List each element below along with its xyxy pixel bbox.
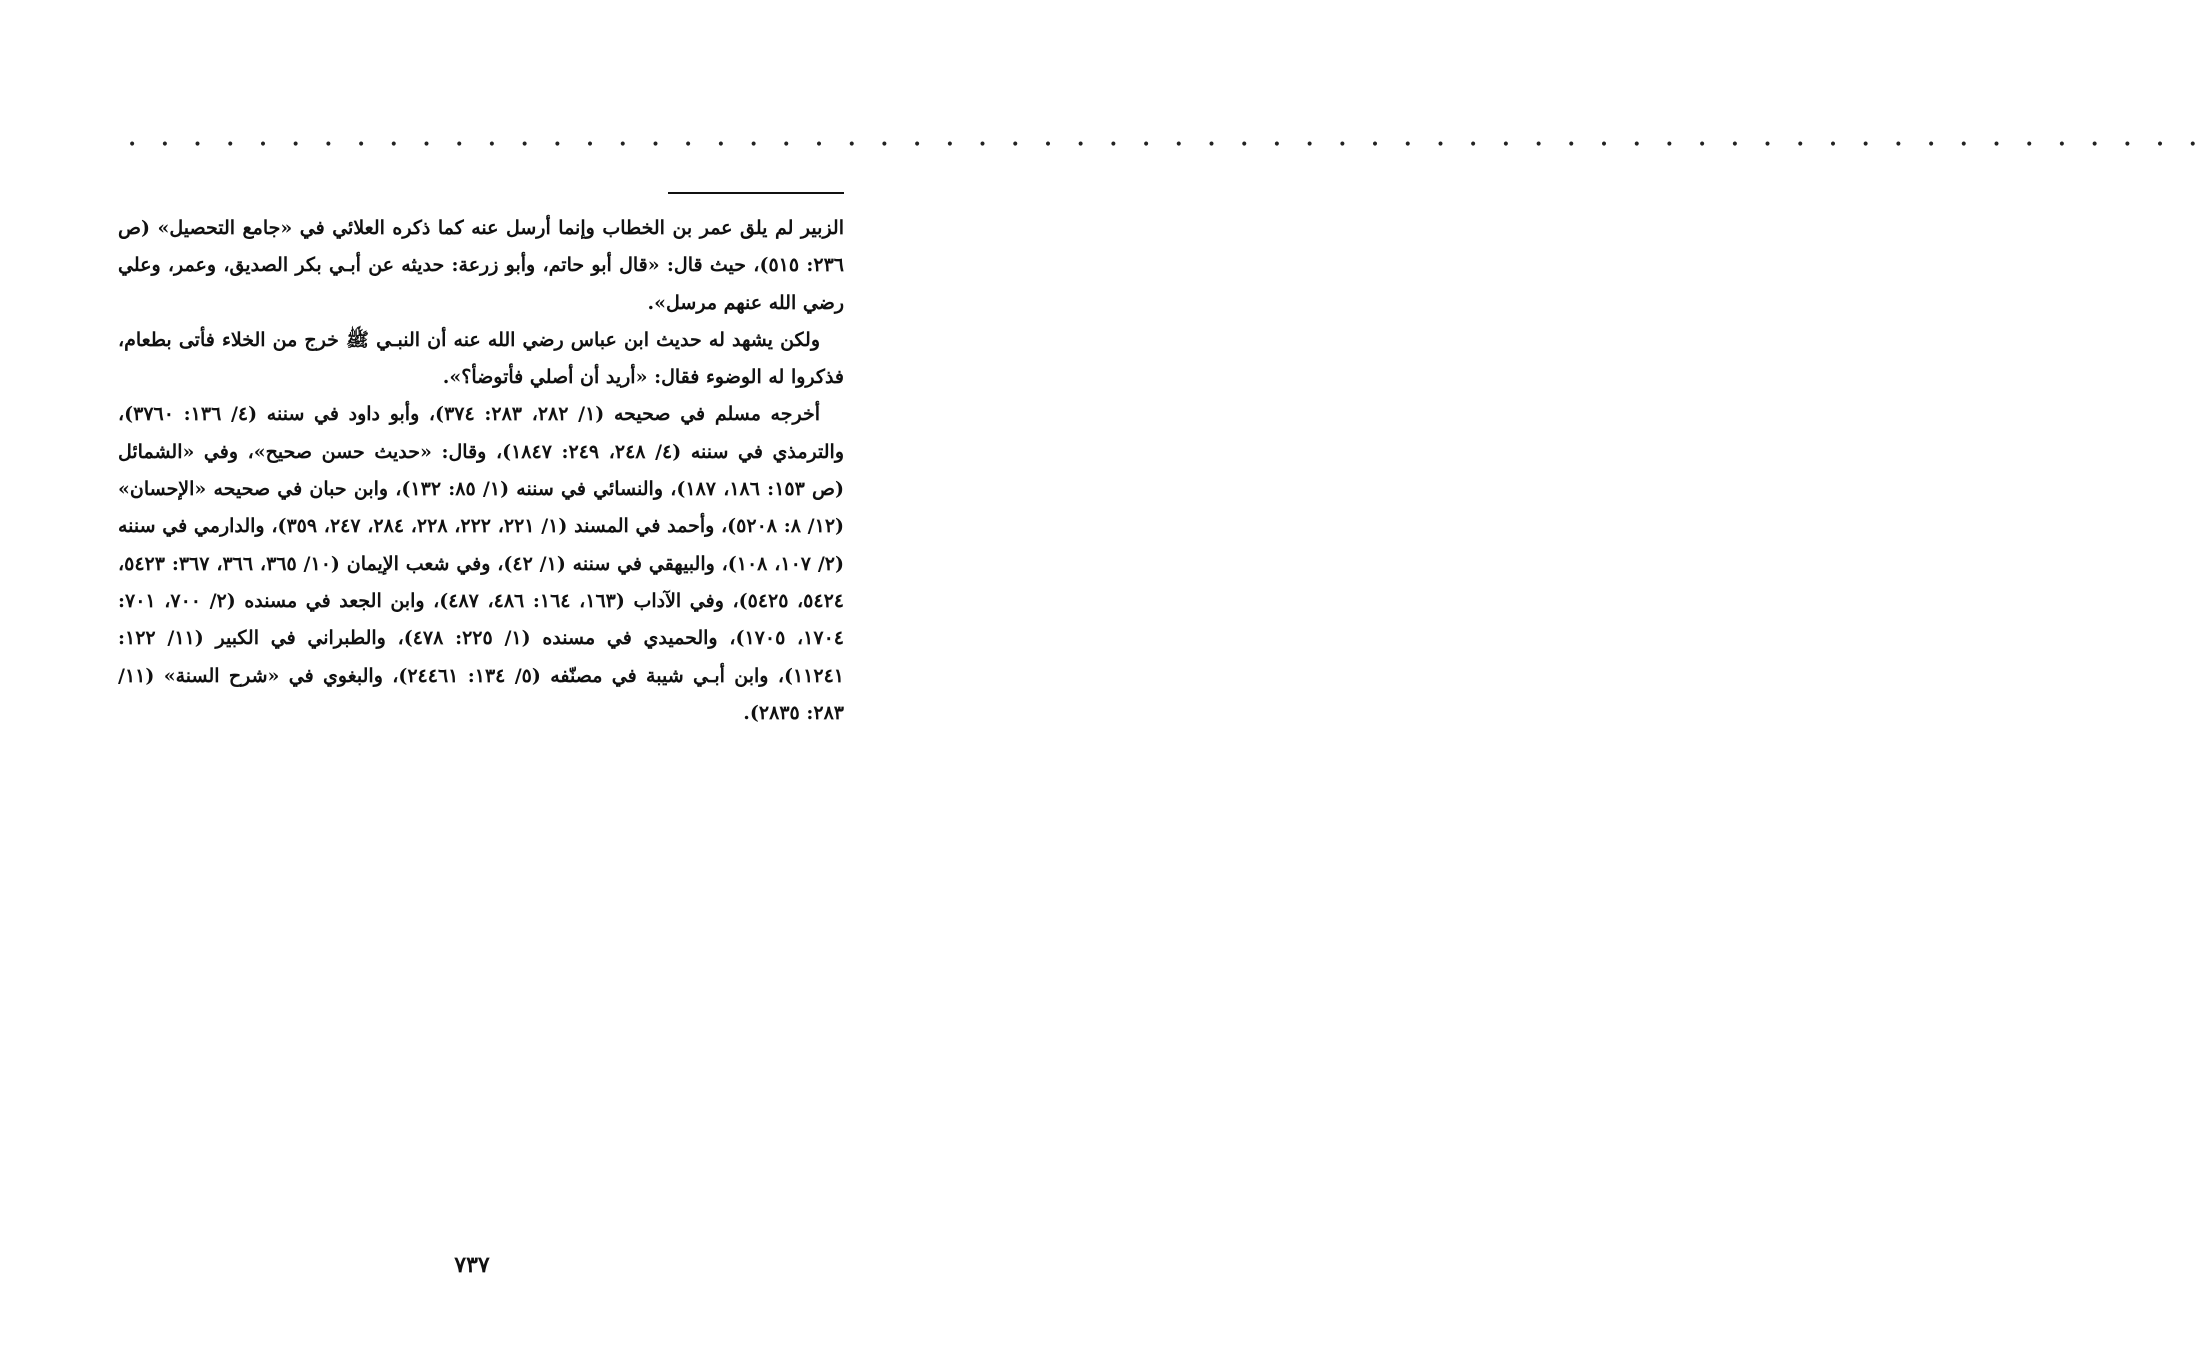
footnote-paragraph-2: ولكن يشهد له حديث ابن عباس رضي الله عنه أن النبـي ﷺ خرج من الخلاء فأتى بطعام، فذكروا له الوضوء فقال: «أريد أن أصلي فأتوضأ؟». <box>118 328 844 389</box>
footnote-rule <box>668 192 844 194</box>
footnote-paragraph-3: أخرجه مسلم في صحيحه (١/ ٢٨٢، ٢٨٣: ٣٧٤)، وأبو داود في سننه (٤/ ١٣٦: ٣٧٦٠)، والترمذي في سننه (٤/ ٢٤٨، ٢٤٩: ١٨٤٧)، وقال: «حديث حسن صحيح»، وفي «الشمائل (ص ١٥٣: ١٨٦، ١٨٧)، والنسائي في سننه (١/ ٨٥: ١٣٢)، وابن حبان في صحيحه «الإحسان» (١٢/ ٨: ٥٢٠٨)، وأحمد في المسند (١/ ٢٢١، ٢٢٢، ٢٢٨، ٢٨٤، ٢٤٧، ٣٥٩)، والدارمي في سننه (٢/ ١٠٧، ١٠٨)، والبيهقي في سننه (١/ ٤٢)، وفي شعب الإيمان (١٠/ ٣٦٥، ٣٦٦، ٣٦٧: ٥٤٢٣، ٥٤٢٤، ٥٤٢٥)، وفي الآداب (١٦٣، ١٦٤: ٤٨٦، ٤٨٧)، وابن الجعد في مسنده (٢/ ٧٠٠، ٧٠١: ١٧٠٤، ١٧٠٥)، والحميدي في مسنده (١/ ٢٢٥: ٤٧٨)، والطبراني في الكبير (١١/ ١٢٢: ١١٢٤١)، وابن أبـي شيبة في مصنّفه (٥/ ١٣٤: ٢٤٤٦١)، والبغوي في «شرح السنة» (١١/ ٢٨٣: ٢٨٣٥). <box>118 403 845 724</box>
section-separator-dots: • • • • • • • • • • • • • • • • • • • • • • • • • • • • • • • • • • • • • • • • • • • • • • • • • • • • • • • • • • • • • • • • <box>128 137 2207 153</box>
footnotes-block <box>118 210 844 732</box>
footnote-paragraph-1: الزبير لم يلق عمر بن الخطاب وإنما أرسل عنه كما ذكره العلائي في «جامع التحصيل» (ص ٢٣٦: ٥١٥)، حيث قال: «قال أبو حاتم، وأبو زرعة: حديثه عن أبـي بكر الصديق، وعمر، وعلي رضي الله عنهم مرسل». <box>118 217 844 314</box>
page-number: ٧٣٧ <box>454 1252 490 1278</box>
